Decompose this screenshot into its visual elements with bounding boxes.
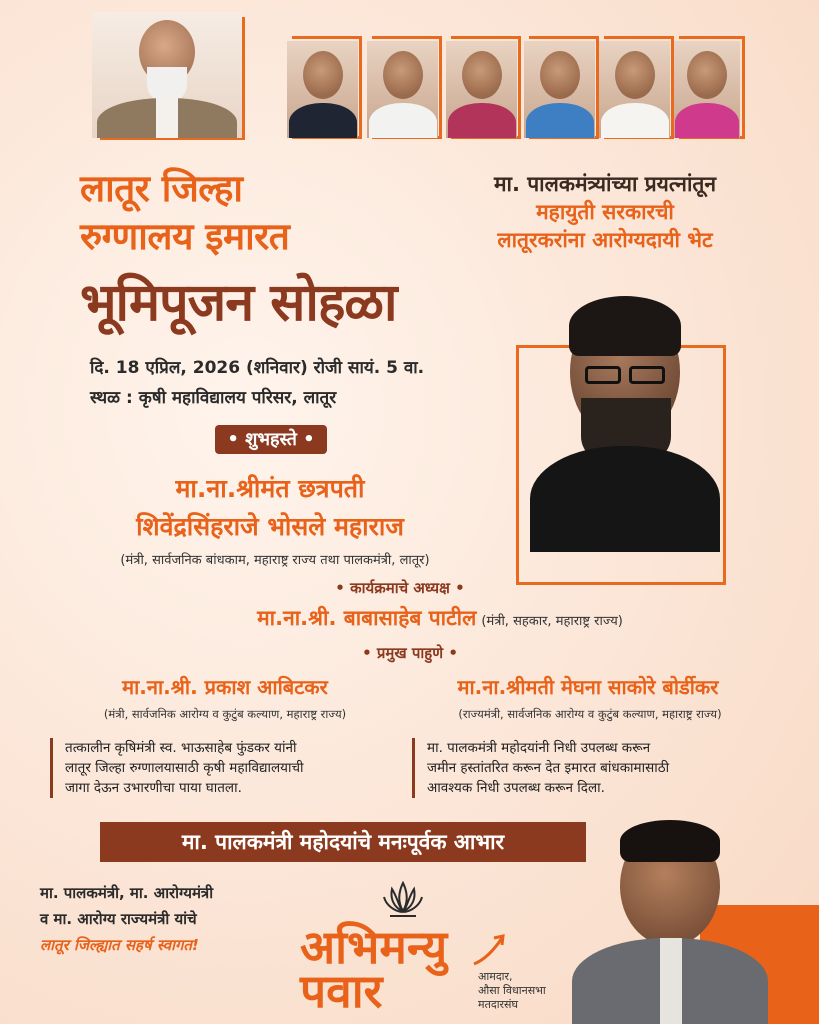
note-right-line2: जमीन हस्तांतरित करून देत इमारत बांधकामासाठी <box>427 760 670 776</box>
president-heading: • कार्यक्रमाचे अध्यक्ष • <box>335 579 465 597</box>
portrait-leader-2 <box>287 41 358 138</box>
brand-role-line2: औसा विधानसभा <box>478 984 546 997</box>
portrait-leader-4 <box>446 41 517 138</box>
brand-name-line1: अभिमन्यु <box>300 920 448 974</box>
note-right-line3: आवश्यक निधी उपलब्ध करून दिला. <box>427 780 605 796</box>
note-left <box>50 738 410 798</box>
brand-role <box>478 970 546 1012</box>
event-main-title: भूमिपूजन सोहळा <box>80 273 397 333</box>
note-left-line2: लातूर जिल्हा रुग्णालयासाठी कृषी महाविद्यालयाची <box>65 760 304 776</box>
chief-heading: • शुभहस्ते • <box>215 425 326 454</box>
thanks-banner: मा. पालकमंत्री महोदयांचे मनःपूर्वक आभार <box>100 822 586 862</box>
chief-heading-wrap <box>196 427 346 451</box>
note-left-line3: जागा देऊन उभारणीचा पाया घातला. <box>65 780 242 796</box>
note-left-line1: तत्कालीन कृषिमंत्री स्व. भाऊसाहेब फुंडकर यांनी <box>65 740 297 756</box>
chief-name-line2: शिवेंद्रसिंहराजे भोसले महाराज <box>136 512 404 541</box>
tagline-line2: महायुती सरकारची <box>536 200 674 224</box>
portrait-leader-7 <box>674 41 740 138</box>
event-title <box>80 165 289 261</box>
brand-name <box>300 920 448 1018</box>
note-right <box>412 738 772 798</box>
note-right-line1: मा. पालकमंत्री महोदयांनी निधी उपलब्ध करून <box>427 740 651 756</box>
president-row <box>140 604 740 632</box>
guest-left-name: मा.ना.श्री. प्रकाश आबिटकर <box>122 675 328 699</box>
guest-left-designation: (मंत्री, सार्वजनिक आरोग्य व कुटुंब कल्याण, महाराष्ट्र राज्य) <box>103 707 347 721</box>
event-title-line2: रुग्णालय इमारत <box>80 215 290 258</box>
chief-name-line1: मा.ना.श्रीमंत छत्रपती <box>175 474 365 503</box>
arrow-icon <box>470 930 510 970</box>
guest-right-name: मा.ना.श्रीमती मेघना साकोरे बोर्डीकर <box>457 675 719 699</box>
tagline-line1: मा. पालकमंत्र्यांच्या प्रयत्नांतून <box>493 172 717 196</box>
portrait-leader-6 <box>599 41 670 138</box>
brand-role-line1: आमदार, <box>478 970 513 983</box>
portrait-leader-1 <box>92 12 242 138</box>
event-date: दि. 18 एप्रिल, 2026 (शनिवार) रोजी सायं. 5 वा. <box>90 358 425 378</box>
portrait-leader-3 <box>367 41 438 138</box>
event-venue: स्थळ : कृषी महाविद्यालय परिसर, लातूर <box>90 388 337 408</box>
tagline <box>435 170 775 254</box>
guest-right-designation: (राज्यमंत्री, सार्वजनिक आरोग्य व कुटुंब कल्याण, महाराष्ट्र राज्य) <box>458 707 722 721</box>
chief-portrait <box>527 278 722 552</box>
chief-designation: (मंत्री, सार्वजनिक बांधकाम, महाराष्ट्र राज्य तथा पालकमंत्री, लातूर) <box>120 553 430 568</box>
brand-name-line2: पवार <box>300 964 383 1018</box>
president-designation: (मंत्री, सहकार, महाराष्ट्र राज्य) <box>481 614 623 629</box>
welcome-text <box>40 880 320 958</box>
event-title-line1: लातूर जिल्हा <box>80 167 243 210</box>
portrait-leader-5 <box>524 41 595 138</box>
chief-name <box>60 470 480 546</box>
lotus-icon <box>380 875 426 923</box>
tagline-line3: लातूरकरांना आरोग्यदायी भेट <box>497 228 713 252</box>
brand-portrait <box>570 800 770 1024</box>
brand-role-line3: मतदारसंघ <box>478 998 518 1011</box>
president-name: मा.ना.श्री. बाबासाहेब पाटील <box>257 606 477 630</box>
welcome-line1: मा. पालकमंत्री, मा. आरोग्यमंत्री <box>40 884 214 902</box>
guests-heading: • प्रमुख पाहुणे • <box>362 644 458 662</box>
welcome-line2: व मा. आरोग्य राज्यमंत्री यांचे <box>40 910 197 928</box>
welcome-line3: लातूर जिल्ह्यात सहर्ष स्वागत! <box>40 936 199 954</box>
